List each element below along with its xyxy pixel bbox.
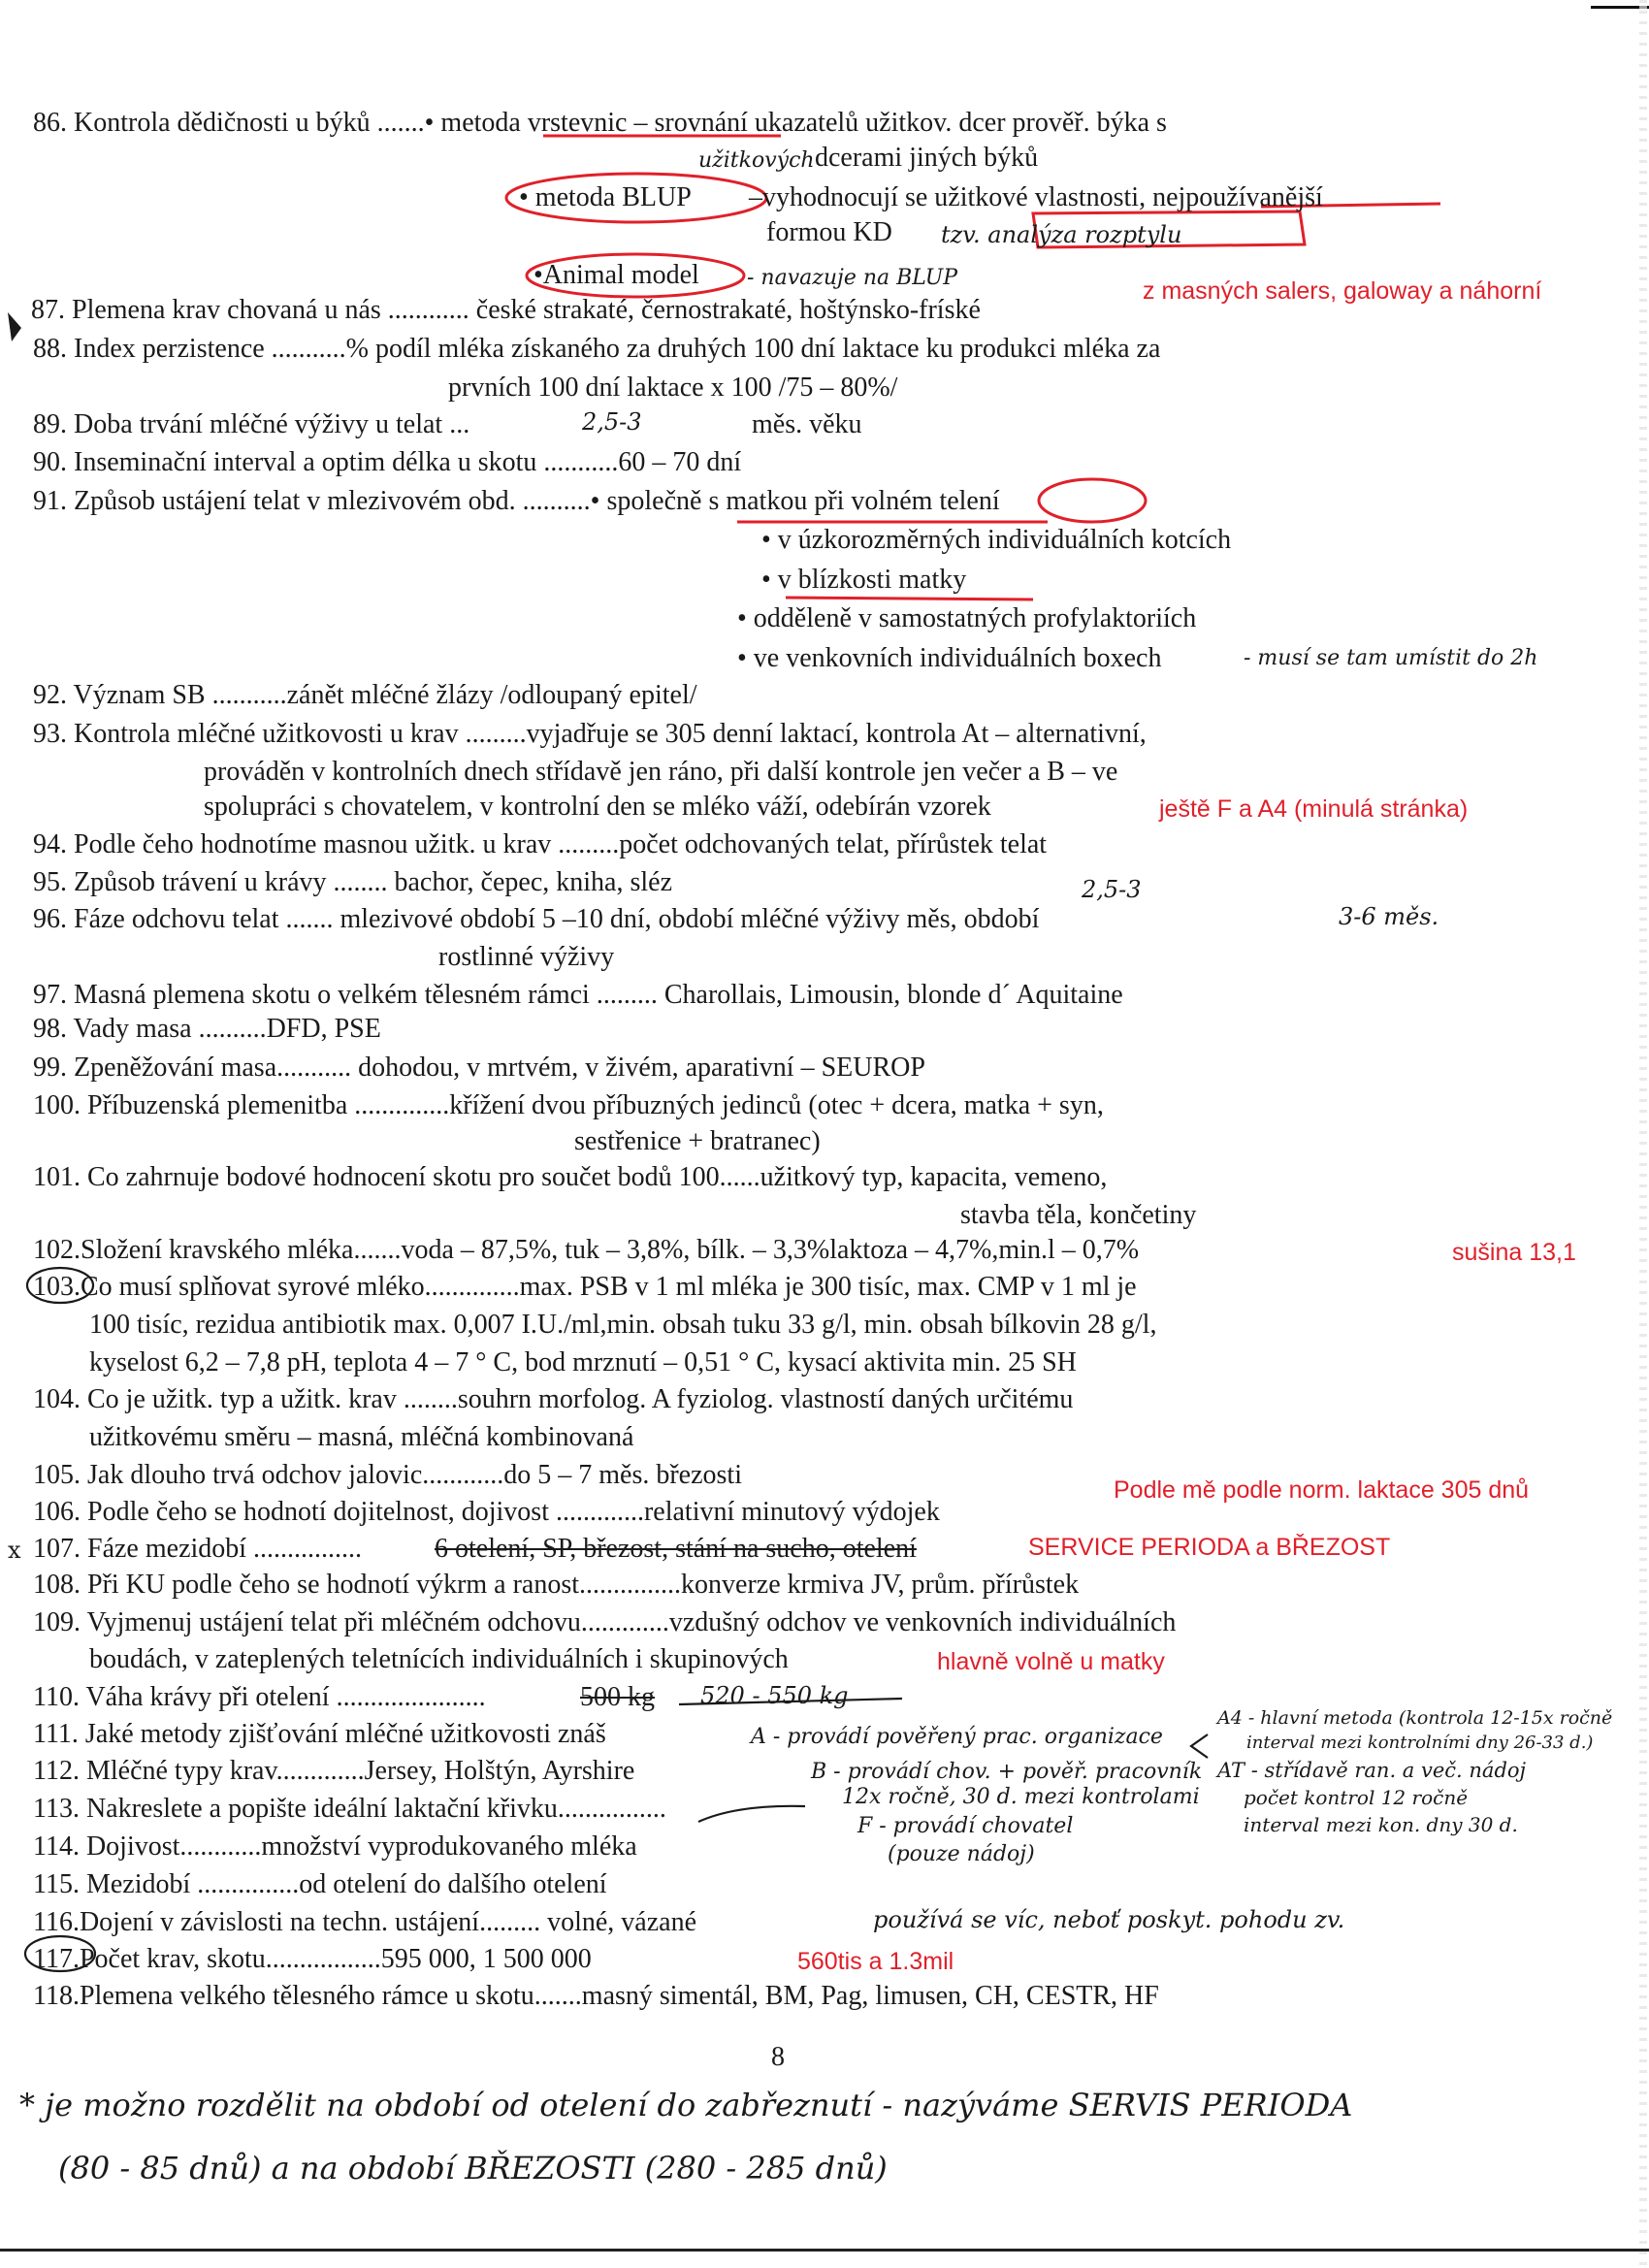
item-104-line2: užitkovému směru – masná, mléčná kombinovaná — [89, 1422, 634, 1452]
right-hand-3: AT - střídavě ran. a več. nádoj — [1217, 1759, 1527, 1782]
item-86-blup: • metoda BLUP — [519, 182, 692, 212]
item-114: 114. Dojivost............množství vyprodukovaného mléka — [33, 1831, 637, 1862]
item-91-line2: • v úzkorozměrných individuálních kotcích — [761, 525, 1232, 555]
item-112: 112. Mléčné typy krav.............Jersey, Holštýn, Ayrshire — [33, 1756, 635, 1786]
margin-arrow-88 — [8, 312, 21, 341]
item-110-hand: 520 - 550 kg — [700, 1682, 849, 1709]
item-92: 92. Význam SB ...........zánět mléčné žlázy /odloupaný epitel/ — [33, 680, 697, 710]
item-101-line1: 101. Co zahrnuje bodové hodnocení skotu pro součet bodů 100......užitkový typ, kapacita, vemeno, — [33, 1162, 1108, 1192]
item-93-line3: spolupráci s chovatelem, v kontrolní den se mléko váží, odebírán vzorek — [204, 792, 991, 822]
note-102-red: sušina 13,1 — [1452, 1239, 1576, 1266]
item-96-line1: 96. Fáze odchovu telat ....... mlezivové období 5 –10 dní, období mléčné výživy měs, období — [33, 904, 1040, 934]
item-116: 116.Dojení v závislosti na techn. ustájení......... volné, vázané — [33, 1907, 697, 1937]
item-86-kd: formou KD — [766, 217, 892, 247]
item-98: 98. Vady masa ..........DFD, PSE — [33, 1014, 381, 1044]
margin-x-107: x — [8, 1537, 21, 1564]
item-89: 89. Doba trvání mléčné výživy u telat ... — [33, 409, 470, 439]
bottom-rule — [0, 2249, 1649, 2252]
item-93-line1: 93. Kontrola mléčné užitkovosti u krav .........vyjadřuje se 305 denní laktací, kontrola At – alternativní, — [33, 719, 1147, 749]
right-hand-2: interval mezi kontrolními dny 26-33 d.) — [1246, 1733, 1594, 1753]
item-89-end: měs. věku — [752, 409, 862, 439]
item-91-line3: • v blízkosti matky — [761, 565, 967, 595]
item-87: 87. Plemena krav chovaná u nás ............ české strakaté, černostrakaté, hoštýnsko-fríské — [31, 295, 981, 325]
note-109-red: hlavně volně u matky — [937, 1648, 1165, 1675]
right-hand-4: počet kontrol 12 ročně — [1244, 1786, 1469, 1809]
footnote-hand-2: (80 - 85 dnů) a na období BŘEZOSTI (280 - 285 dnů) — [58, 2150, 888, 2187]
note-105-red: Podle mě podle norm. laktace 305 dnů — [1114, 1476, 1530, 1504]
item-91-line1: 91. Způsob ustájení telat v mlezivovém obd. ..........• společně s matkou při volném telení — [33, 486, 1000, 516]
underline-blizkosti — [786, 598, 1033, 599]
item-105: 105. Jak dlouho trvá odchov jalovic............do 5 – 7 měs. březosti — [33, 1460, 742, 1490]
item-109-line1: 109. Vyjmenuj ustájení telat při mléčném odchovu.............vzdušný odchov ve venkovních individuálních — [33, 1607, 1177, 1637]
item-86-animal: •Animal model — [534, 260, 699, 290]
item-91-hand: - musí se tam umístit do 2h — [1244, 646, 1538, 670]
item-110-struck: 500 kg — [580, 1682, 655, 1712]
note-117-red: 560tis a 1.3mil — [797, 1948, 954, 1975]
item-86-blup-text: –vyhodnocují se užitkové vlastnosti, nejpoužívanější — [749, 182, 1323, 212]
note-87-red: z masných salers, galoway a náhorní — [1143, 277, 1542, 305]
right-hand-1: A4 - hlavní metoda (kontrola 12-15x ročně — [1217, 1707, 1613, 1729]
item-101-line2: stavba těla, končetiny — [960, 1200, 1197, 1230]
item-110: 110. Váha krávy při otelení ...................... — [33, 1682, 486, 1712]
item-90: 90. Inseminační interval a optim délka u skotu ...........60 – 70 dní — [33, 447, 742, 477]
item-106: 106. Podle čeho se hodnotí dojitelnost, dojivost .............relativní minutový výdojek — [33, 1497, 940, 1527]
item-118: 118.Plemena velkého tělesného rámce u skotu.......masný simentál, BM, Pag, limusen, CH, CESTR, HF — [33, 1981, 1159, 2011]
item-88-line2: prvních 100 dní laktace x 100 /75 – 80%/ — [448, 373, 898, 403]
right-hand-5: interval mezi kon. dny 30 d. — [1244, 1813, 1518, 1836]
item-111: 111. Jaké metody zjišťování mléčné užitkovosti znáš — [33, 1719, 606, 1749]
item-107-struck: 6 otelení, SP, březost, stání na sucho, otelení — [435, 1534, 917, 1564]
item-94: 94. Podle čeho hodnotíme masnou užitk. u krav .........počet odchovaných telat, přírůstek telat — [33, 829, 1048, 859]
item-86-line2: dcerami jiných býků — [815, 143, 1039, 173]
item-99: 99. Zpeněžování masa........... dohodou, v mrtvém, v živém, aparativní – SEUROP — [33, 1053, 925, 1083]
item-100-line1: 100. Příbuzenská plemenitba ..............křížení dvou příbuzných jedinců (otec + dcera, matka + syn, — [33, 1090, 1104, 1120]
item-103-line2: 100 tisíc, rezidua antibiotik max. 0,007 I.U./ml,min. obsah tuku 33 g/l, min. obsah bílkovin 28 g/l, — [89, 1310, 1157, 1340]
item-103-line3: kyselost 6,2 – 7,8 pH, teplota 4 – 7 ° C, bod mrznutí – 0,51 ° C, kysací aktivita min. 25 SH — [89, 1347, 1077, 1377]
item-86-line1: 86. Kontrola dědičnosti u býků .......• metoda vrstevnic – srovnání ukazatelů užitkov. dcer prověř. býka s — [33, 108, 1167, 138]
item-86-animal-hand: - navazuje na BLUP — [747, 266, 958, 290]
item-115: 115. Mezidobí ...............od otelení do dalšího otelení — [33, 1869, 607, 1899]
item-113-hand: F - provádí chovatel — [857, 1814, 1074, 1838]
item-93-line2: prováděn v kontrolních dnech střídavě jen ráno, při další kontrole jen večer a B – ve — [204, 757, 1118, 787]
left-margin-marks — [8, 312, 21, 1564]
item-102: 102.Složení kravského mléka.......voda – 87,5%, tuk – 3,8%, bílk. – 3,3%laktoza – 4,7%,min.l – 0,7% — [33, 1235, 1140, 1265]
item-112-hand2: 12x ročně, 30 d. mezi kontrolami — [842, 1785, 1200, 1809]
item-91-line5: • ve venkovních individuálních boxech — [737, 643, 1162, 673]
item-112-hand: B - provádí chov. + pověř. pracovník — [811, 1760, 1203, 1784]
item-100-line2: sestřenice + bratranec) — [574, 1126, 821, 1156]
item-97: 97. Masná plemena skotu o velkém tělesném rámci ......... Charollais, Limousin, blonde d´ Aquitaine — [33, 980, 1123, 1010]
item-86-kd-hand: tzv. analýza rozptylu — [941, 221, 1182, 248]
item-91-line4: • odděleně v samostatných profylaktoriích — [737, 603, 1197, 633]
item-89-hand: 2,5-3 — [582, 408, 642, 436]
page-number: 8 — [771, 2042, 785, 2072]
item-111-hand: A - provádí pověřený prac. organizace — [751, 1725, 1163, 1749]
footnote-hand-1: * je možno rozdělit na období od otelení do zabřeznutí - nazýváme SERVIS PERIODA — [19, 2087, 1353, 2123]
item-116-hand: používá se víc, neboť poskyt. pohodu zv. — [873, 1906, 1345, 1933]
hand-brace-111 — [1191, 1734, 1208, 1758]
item-88-line1: 88. Index perzistence ...........% podíl mléka získaného za druhých 100 dní laktace ku produkci mléka za — [33, 334, 1161, 364]
item-108: 108. Při KU podle čeho se hodnotí výkrm a ranost...............konverze krmiva JV, prům. přírůstek — [33, 1570, 1080, 1600]
item-113-hand2: (pouze nádoj) — [888, 1842, 1035, 1866]
hand-arrow-116 — [698, 1806, 805, 1822]
item-103-line1: 103.Co musí splňovat syrové mléko..............max. PSB v 1 ml mléka je 300 tisíc, max. CMP v 1 ml je — [33, 1272, 1137, 1302]
circle-volnem — [1039, 479, 1146, 522]
item-107: 107. Fáze mezidobí ................ — [33, 1534, 363, 1564]
note-93-red: ještě F a A4 (minulá stránka) — [1159, 795, 1469, 823]
item-96-hand: 3-6 měs. — [1339, 903, 1439, 930]
note-107-red: SERVICE PERIODA a BŘEZOST — [1028, 1534, 1391, 1561]
item-95: 95. Způsob trávení u krávy ........ bachor, čepec, kniha, sléz — [33, 867, 672, 897]
item-104-line1: 104. Co je užitk. typ a užitk. krav ........souhrn morfolog. A fyziolog. vlastností daných určitému — [33, 1384, 1074, 1414]
item-113: 113. Nakreslete a popište ideální laktační křivku................ — [33, 1794, 666, 1824]
item-86-hand: užitkových — [698, 148, 815, 173]
item-96-line2: rostlinné výživy — [438, 942, 615, 972]
item-117: 117.Počet krav, skotu.................595 000, 1 500 000 — [33, 1944, 592, 1974]
item-109-line2: boudách, v zateplených teletnících individuálních i skupinových — [89, 1644, 789, 1674]
item-95-hand: 2,5-3 — [1082, 876, 1142, 903]
